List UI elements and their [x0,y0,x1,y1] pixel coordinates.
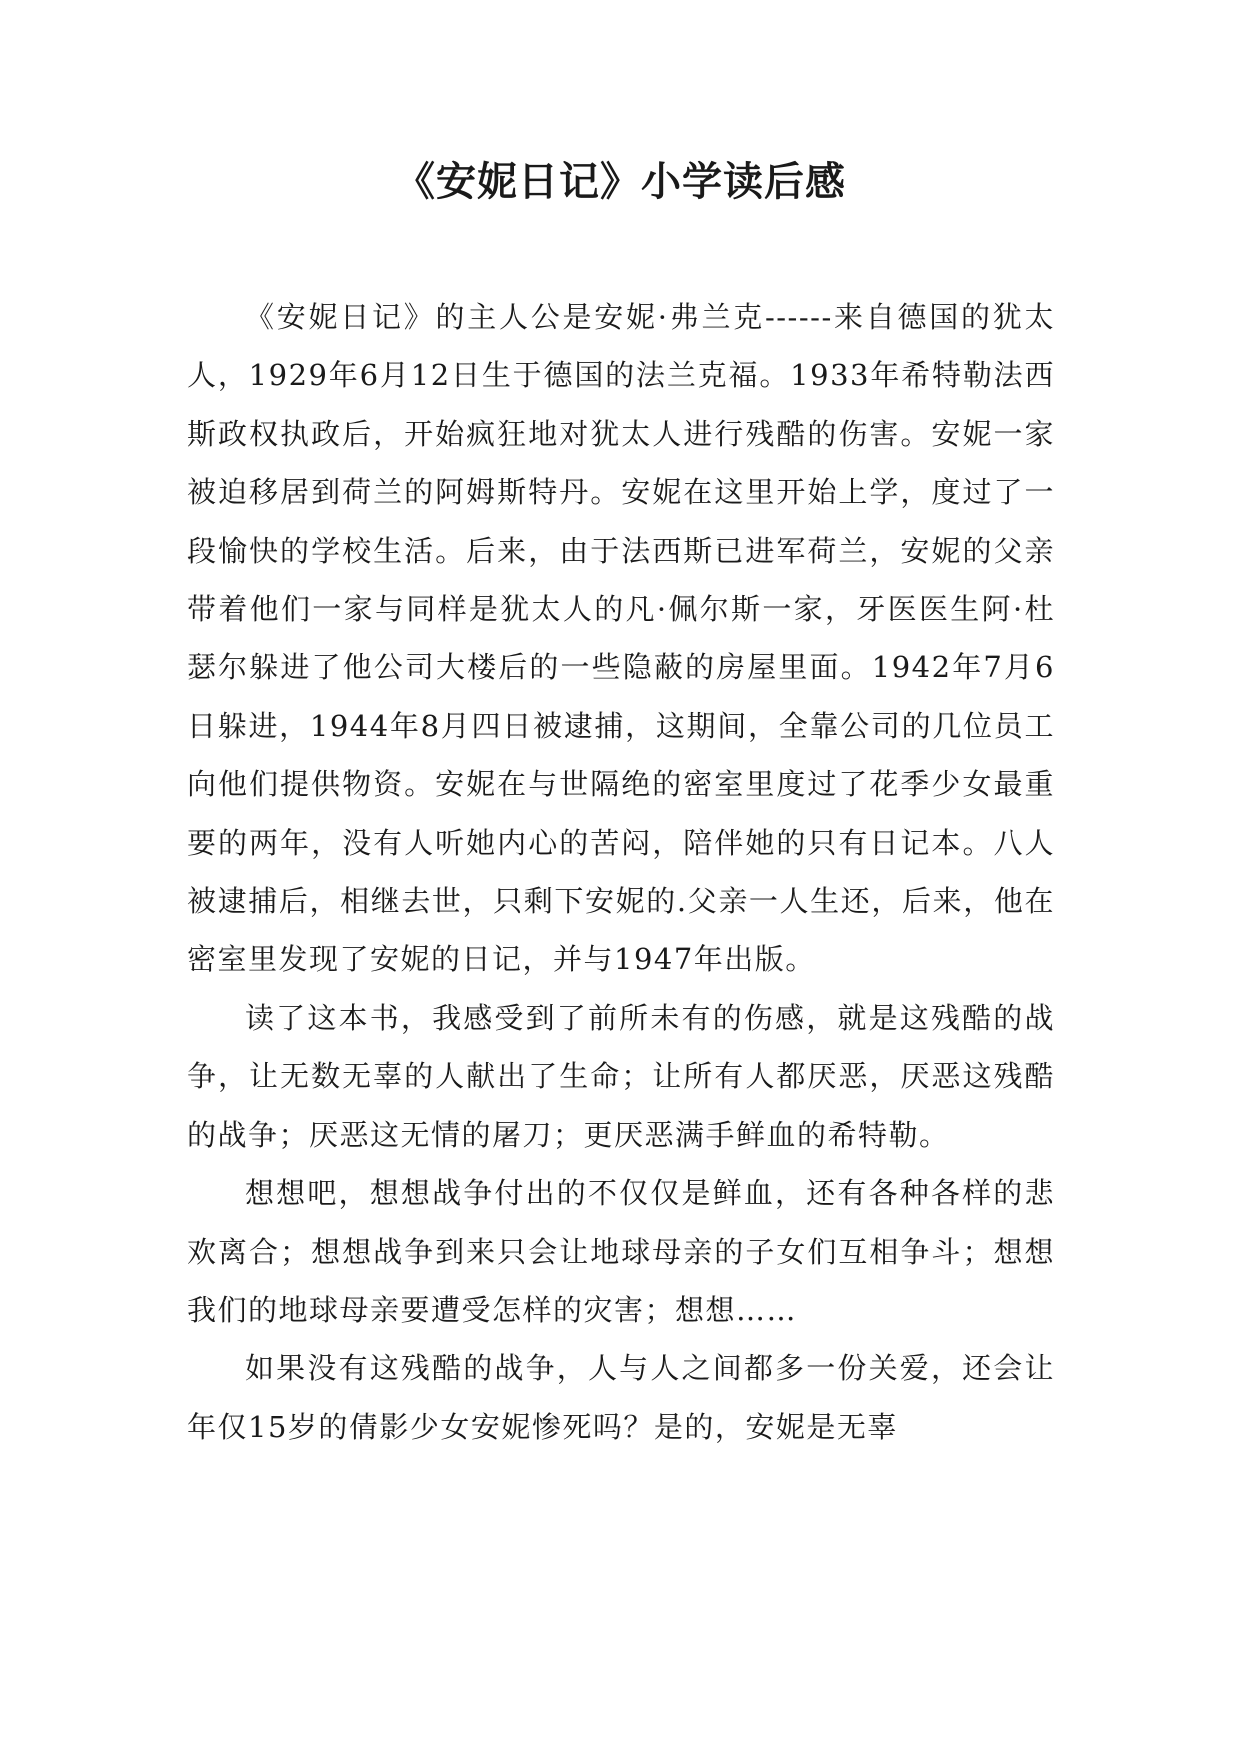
paragraph: 读了这本书，我感受到了前所未有的伤感，就是这残酷的战争，让无数无辜的人献出了生命；让所有人都厌恶，厌恶这残酷的战争；厌恶这无情的屠刀；更厌恶满手鲜血的希特勒。 [187,1000,1055,1152]
paragraph: 如果没有这残酷的战争，人与人之间都多一份关爱，还会让年仅15岁的倩影少女安妮惨死吗？是的，安妮是无辜 [187,1351,1055,1444]
paragraph: 《安妮日记》的主人公是安妮·弗兰克------来自德国的犹太人，1929年6月12日生于德国的法兰克福。1933年希特勒法西斯政权执政后，开始疯狂地对犹太人进行残酷的伤害。安妮一家被迫移居到荷兰的阿姆斯特丹。安妮在这里开始上学，度过了一段愉快的学校生活。后来，由于法西斯已进军荷兰，安妮的父亲带着他们一家与同样是犹太人的凡·佩尔斯一家，牙医医生阿·杜瑟尔躲进了他公司大楼后的一些隐蔽的房屋里面。1942年7月6日躲进，1944年8月四日被逮捕，这期间，全靠公司的几位员工向他们提供物资。安妮在与世隔绝的密室里度过了花季少女最重要的两年，没有人听她内心的苦闷，陪伴她的只有日记本。八人被逮捕后，相继去世，只剩下安妮的.父亲一人生还，后来，他在密室里发现了安妮的日记，并与1947年出版。 [187,300,1055,977]
paragraph: 想想吧，想想战争付出的不仅仅是鲜血，还有各种各样的悲欢离合；想想战争到来只会让地球母亲的子女们互相争斗；想想我们的地球母亲要遭受怎样的灾害；想想…… [187,1176,1055,1327]
document-body [187,288,1055,1456]
document-title: 《安妮日记》小学读后感 [395,159,846,205]
